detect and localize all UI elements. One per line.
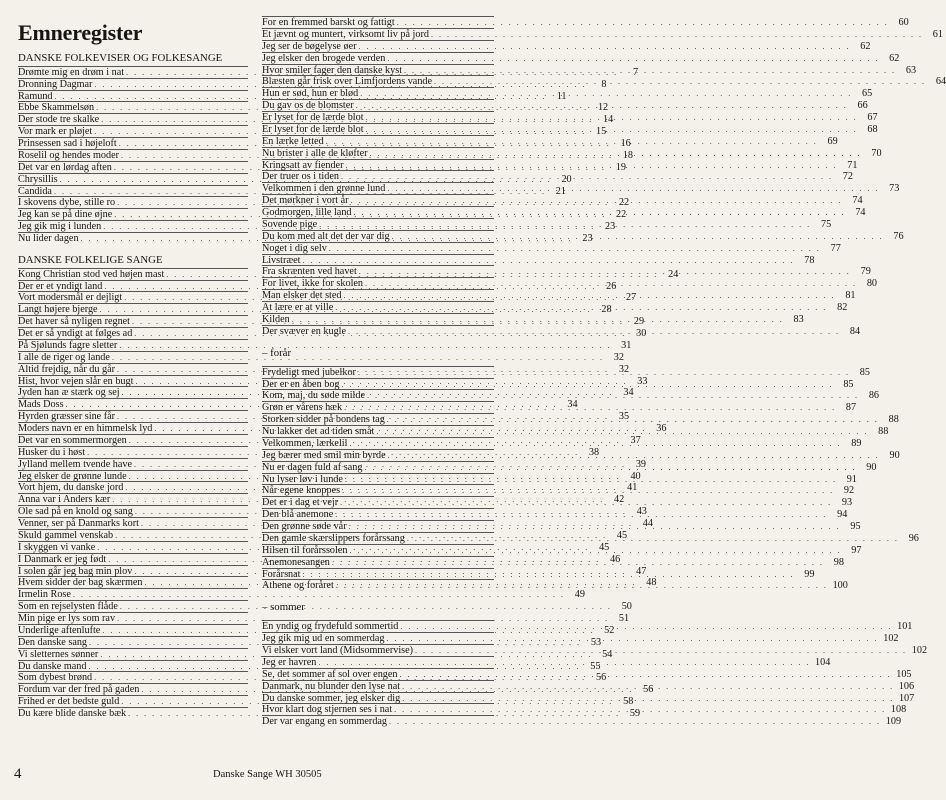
page-ref: 16 [620,138,631,150]
dot-leader [404,65,896,77]
page-ref: 47 [636,565,647,577]
page-ref: 109 [885,716,902,728]
page-ref: 98 [833,556,844,568]
song-title: Er lyset for de lærde blot [262,123,364,135]
dot-leader [351,195,843,207]
dot-leader [387,183,879,195]
subsection-heading-foraar: – forår [262,346,292,359]
song-title: Jeg ser de bøgelyse øer [262,40,357,52]
page-ref: 40 [630,470,641,482]
dot-leader [400,669,892,681]
page-ref: 100 [832,580,848,592]
section-heading-folkelige-sange: DANSKE FOLKELIGE SANGE [18,253,163,266]
page-ref: 58 [623,696,634,708]
dot-leader [340,497,832,509]
page-ref: 8 [601,78,607,90]
page-ref: 82 [837,302,848,313]
page-ref: 93 [841,497,853,509]
song-title: En lærke letted [262,135,324,147]
section-heading-folkeviser: DANSKE FOLKEVISER OG FOLKESANGE [18,52,223,64]
song-title: Anemonesangen [262,556,330,568]
dot-leader [367,390,859,402]
page-ref: 65 [862,88,873,100]
page-ref: 21 [555,185,566,197]
page-ref: 36 [656,423,667,435]
list-item [262,16,909,28]
song-title: Vort hjem, du danske jord [18,482,124,494]
dot-leader [402,681,894,693]
dot-leader [349,521,841,533]
page-ref: 97 [851,544,862,556]
song-title: Kom, maj, du søde milde [262,390,365,402]
song-title: Min pige er lys som rav [18,613,116,625]
dot-leader [345,474,837,486]
song-title: Du kom med alt det der var dig [262,230,390,242]
song-title: I alle de riger og lande [18,351,110,363]
list-item [262,242,841,254]
page-ref: 88 [888,414,899,426]
song-title: Vor mark er pløjet [18,126,93,138]
page-ref: 108 [890,704,907,716]
dot-leader [358,367,850,379]
list-item [262,52,900,64]
dot-leader [394,704,886,716]
song-title: Livstræet [262,254,301,266]
list-item [262,75,946,88]
page-ref: 42 [614,494,625,506]
page-ref: 22 [616,209,627,221]
page-number: 4 [14,766,22,782]
page-ref: 104 [815,656,831,668]
page-ref: 44 [642,518,653,530]
song-title: Drømte mig en drøm i nat [18,66,125,78]
page-ref: 74 [852,195,863,207]
song-title: Langt højere bjerge [18,304,98,316]
song-title: Nu brister i alle de kløfter [262,147,368,159]
page-ref: 27 [626,292,637,304]
page-ref: 29 [633,316,645,328]
page-ref: 81 [845,290,856,302]
page-ref: 76 [893,230,904,242]
subsection-heading-sommer: – sommer [262,601,305,614]
page-ref: 23 [605,221,616,233]
page-ref: 91 [846,473,857,485]
song-title: Jeg kan se på dine øjne [18,209,113,221]
song-title: Danmark, nu blunder den lyse nat [262,680,401,692]
song-title: At lære er at ville [262,302,334,313]
song-title: Kilden [262,313,290,325]
list-item [18,588,585,601]
dot-leader [366,124,858,136]
dot-leader [400,621,892,633]
page-ref: 80 [866,278,878,290]
dot-leader [342,379,834,391]
page-ref: 24 [668,268,679,280]
dot-leader [336,580,828,592]
song-title: Forårsnat [262,568,301,580]
song-title: Fra skrænten ved havet [262,266,357,278]
page-ref: 26 [606,280,617,292]
song-title: Se, det sommer af sol over engen [262,668,398,680]
song-title: Ebbe Skammelsøn [18,102,95,114]
song-title: Velkommen i den grønne lund [262,183,386,195]
song-title: I Danmark er jeg født [18,553,107,565]
song-title: Vort modersmål er dejligt [18,292,123,304]
dot-leader [376,426,868,438]
dot-leader [397,17,889,29]
song-title: Du danske sommer, jeg elsker dig [262,692,401,704]
song-title: Kong Christian stod ved højen mast [18,268,165,280]
page-ref: 77 [830,242,841,254]
page-ref: 28 [601,304,612,316]
page-ref: 12 [597,102,609,114]
dot-leader [360,88,852,100]
list-item [18,612,630,625]
song-title: Der er en åben bog [262,378,340,390]
page-ref: 95 [850,521,861,532]
song-title: Fordum var der fred på gaden [18,684,140,696]
page-ref: 14 [603,114,614,126]
song-title: Når egene knoppes [262,485,341,497]
song-title: Ole sad på en knold og sang [18,506,133,518]
song-title: Nu er dagen fuld af sang [262,461,363,473]
page-title: Emneregister [18,20,143,45]
song-title: Hvor smiler fager den danske kyst [262,64,403,76]
page-ref: 64 [935,76,946,88]
dot-leader [354,207,846,219]
page-ref: 99 [804,568,815,580]
song-title: Blæsten går frisk over Limfjordens vande [262,76,433,88]
dot-leader [342,485,834,497]
page-ref: 73 [889,183,900,195]
song-title: Du kære blide danske bæk [18,708,127,720]
song-title: Jeg elsker de grønne lunde [18,470,127,482]
dot-leader [329,243,821,255]
page-ref: 53 [590,636,602,648]
dot-leader [318,657,810,669]
song-title: Den blå anemone [262,509,334,521]
song-title: I skovens dybe, stille ro [18,197,116,209]
page-ref: 90 [889,449,900,461]
list-item [262,715,902,728]
song-title: Der stode tre skalke [18,114,100,126]
song-title: Jyden han æ stærk og sej [18,387,120,399]
song-title: Mads Doss [18,399,64,411]
page-ref: 34 [623,387,634,399]
page-ref: 87 [845,402,857,414]
song-title: På Sjølunds fagre sletter [18,339,118,351]
list-item [18,339,632,351]
page-ref: 43 [636,506,647,518]
page-ref: 49 [574,589,585,601]
song-title: For en fremmed barskt og fattigt [262,17,395,28]
dot-leader [389,716,881,728]
song-title: Noget i dig selv [262,242,327,254]
dot-leader [349,438,841,450]
dot-leader [344,290,836,302]
dot-leader [365,278,857,290]
dot-leader [359,266,851,278]
page-ref: 69 [827,135,838,147]
song-title: Godmorgen, lille land [262,207,352,218]
dot-leader [356,100,848,112]
page-ref: 75 [820,218,832,230]
page-ref: 88 [878,426,889,437]
page-ref: 11 [556,90,567,102]
page-ref: 74 [855,207,866,218]
list-item [262,64,917,76]
page-ref: 78 [804,254,815,266]
dot-leader [387,414,879,426]
page-ref: 102 [883,633,899,645]
list-item [262,254,815,266]
page-ref: 32 [613,351,624,363]
page-ref: 84 [849,325,861,337]
page-ref: 7 [633,66,639,78]
page-ref: 68 [867,123,878,135]
page-ref: 83 [793,313,804,325]
page-ref: 107 [898,692,915,704]
song-title: Det haver så nyligen regnet [18,316,131,328]
song-title: Jeg er havren [262,656,317,668]
page-ref: 96 [908,532,919,544]
song-title: Det er i dag et vejr [262,497,339,509]
page-ref: 52 [604,624,615,636]
page-ref: 90 [866,461,877,473]
dot-leader [392,231,884,243]
song-title: Den gamle skærslippers forårssang [262,532,405,544]
page-ref: 18 [622,149,634,161]
dot-leader [345,160,837,172]
page-ref: 70 [871,147,882,159]
song-title: Husker du i høst [18,446,86,458]
page-ref: 56 [595,672,607,684]
song-title: Der truer os i tiden [262,171,339,183]
page-ref: 51 [618,613,630,625]
page-ref: 79 [860,266,871,278]
page-ref: 60 [898,17,909,28]
page-ref: 55 [590,660,601,672]
dot-leader [302,569,794,581]
page-ref: 34 [567,399,578,411]
page-ref: 46 [610,553,621,565]
song-title: Hvor klart dog stjernen ses i nat [262,704,393,716]
page-ref: 20 [561,173,572,185]
list-item [262,40,871,52]
page-ref: 67 [867,112,878,123]
song-title: Irmelin Rose [18,589,71,601]
page-ref: 30 [636,328,647,340]
page-ref: 35 [618,411,630,423]
song-title: Skuld gammel venskab [18,529,114,541]
song-title: Hyrden græsser sine får [18,411,116,423]
page-ref: 23 [582,233,593,245]
song-title: Venner, ser på Danmarks kort [18,518,139,530]
song-title: Moders navn er en himmelsk lyd [18,423,153,435]
page-ref: 48 [646,577,657,589]
song-title: Man elsker det sted [262,290,342,302]
dot-leader [332,557,824,569]
page-ref: 101 [897,621,913,633]
dot-leader [335,509,827,521]
page-ref: 71 [847,159,858,171]
song-title: Er lyset for de lærde blot [262,112,364,123]
page-ref: 41 [627,482,638,494]
dot-leader [370,148,862,160]
song-title: I solen går jeg bag min plov [18,565,133,577]
song-title: Hvem sidder der bag skærmen [18,577,143,589]
song-title: Jeg gik mig ud en sommerdag [262,633,385,645]
song-title: Det er så yndigt at følges ad [18,328,133,340]
dot-leader [366,112,858,124]
song-title: Underlige aftenlufte [18,624,101,636]
song-title: Hilsen til forårssolen [262,544,348,556]
dot-leader [302,255,794,267]
song-title: Sovende pige [262,218,318,230]
song-title: Candida [18,185,52,197]
page-ref: 37 [630,434,641,446]
dot-leader [388,450,880,462]
song-title: Jeg bærer med smil min byrde [262,449,386,461]
dot-leader [319,219,811,231]
page-ref: 59 [629,708,641,720]
song-title: Roselil og hendes moder [18,149,120,161]
song-title: Der er et yndigt land [18,280,103,292]
page-ref: 45 [599,541,610,553]
dot-leader [402,693,894,705]
song-title: Det var en lørdag aften [18,161,112,173]
dot-leader [434,76,926,88]
song-title: Nu lyser løv i lunde [262,473,343,485]
song-title: Du gav os de blomster [262,100,354,112]
song-title: Grøn er vårens hæk [262,402,343,414]
song-title: Vi elsker vort land (Midsommervise) [262,645,414,656]
song-title: Nu lakker det ad tiden småt [262,426,375,437]
dot-leader [326,136,818,148]
dot-leader [364,462,856,474]
page-ref: 63 [905,64,917,76]
page-ref: 106 [898,680,915,692]
dot-leader [387,53,879,65]
song-title: Det var en sommermorgen [18,434,127,446]
song-title: Ramund [18,90,53,102]
song-title: Altid frejdig, når du går [18,363,116,375]
dot-leader [407,533,899,545]
song-title: Kringsatt av fiender [262,159,344,171]
song-title: Vi sletternes sønner [18,648,99,660]
song-title: Dronning Dagmar [18,78,93,90]
page-ref: 39 [635,458,647,470]
page-ref: 62 [889,52,900,64]
page-ref: 85 [843,378,854,390]
song-title: Som dybest brønd [18,672,93,684]
page-ref: 86 [868,390,879,402]
song-title: Hun er sød, hun er blød [262,88,359,100]
page-ref: 102 [911,645,928,656]
page-ref: 31 [621,339,632,351]
dot-leader [431,29,923,41]
song-title: For livet, ikke for skolen [262,278,364,290]
page-ref: 33 [637,375,648,387]
page-ref: 15 [596,126,607,138]
song-title: Velkommen, lærkelil [262,437,348,449]
page-ref: 85 [859,366,870,378]
song-title: Det mørkner i vort år [262,195,349,207]
page-ref: 105 [896,668,912,680]
dot-leader [341,171,833,183]
dot-leader [348,326,840,338]
song-title: Som en rejselysten flåde [18,601,118,613]
dot-leader [415,645,907,657]
list-item [262,28,943,40]
page-ref: 22 [618,197,630,209]
dot-leader [358,41,850,53]
page-ref: 19 [615,161,626,173]
song-title: Nu lider dagen [18,233,79,245]
song-title: I skyggen vi vanke [18,541,96,553]
song-title: Storken sidder på bondens tag [262,414,385,426]
dot-leader [344,402,836,414]
page-ref: 38 [588,446,600,458]
page-ref: 56 [643,684,654,696]
page-ref: 61 [932,28,943,40]
song-title: En yndig og frydefuld sommertid [262,621,399,633]
song-title: Frydeligt med jubelkor [262,366,356,378]
song-title: Chrysillis [18,173,58,185]
dot-leader [335,302,827,314]
dot-leader [387,633,879,645]
page-ref: 94 [837,509,848,521]
page-ref: 50 [621,601,632,613]
song-title: Der var engang en sommerdag [262,716,388,728]
page-ref: 32 [618,363,630,375]
song-title: Et jævnt og muntert, virksomt liv på jord [262,28,429,40]
song-title: Den grønne søde vår [262,521,347,532]
song-title: Den danske sang [18,636,88,648]
footer-text: Danske Sange WH 30505 [213,769,322,780]
page-ref: 62 [860,40,871,52]
song-title: Du danske mand [18,660,87,672]
song-title: Der svæver en kugle [262,325,347,337]
page-ref: 54 [602,648,613,660]
song-title: Prinsessen sad i højeloft [18,138,117,150]
song-title: Jylland mellem tvende have [18,458,133,470]
song-title: Frihed er det bedste guld [18,696,120,708]
dot-leader [292,314,784,326]
page-ref: 66 [857,100,868,112]
page-ref: 72 [842,171,853,183]
song-title: Anna var i Anders kær [18,494,111,506]
page-ref: 45 [616,529,628,541]
song-title: Athene og foråret [262,580,334,592]
dot-leader [349,545,841,557]
page-ref: 89 [851,437,862,449]
song-title: Jeg elsker den brogede verden [262,52,386,64]
page-ref: 92 [843,485,855,497]
song-title: Hist, hvor vejen slår en bugt [18,375,134,387]
song-title: Jeg gik mig i lunden [18,221,102,233]
